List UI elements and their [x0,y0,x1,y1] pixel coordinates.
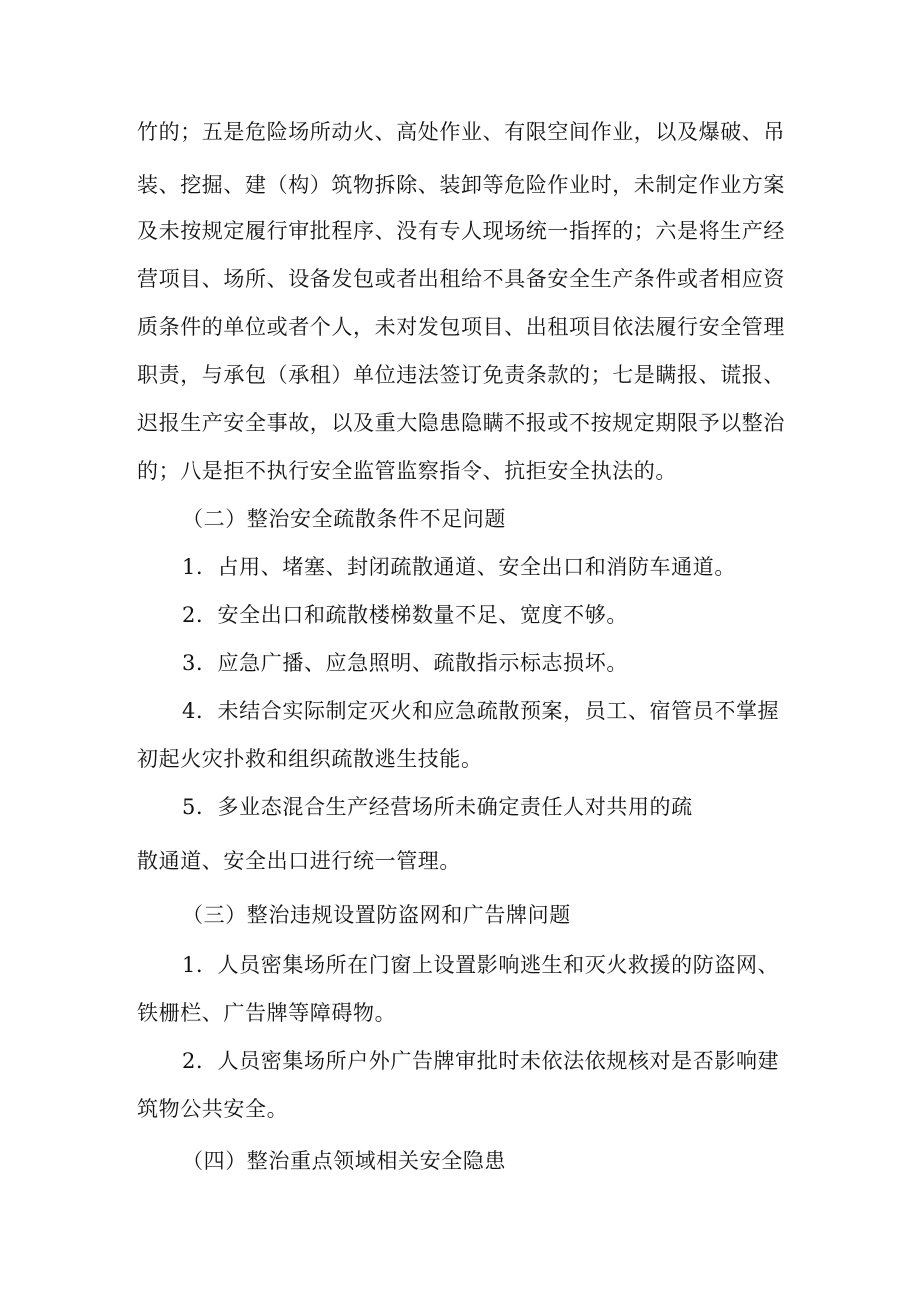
list-item: 1．人员密集场所在门窗上设置影响逃生和灭火救援的防盗网、 [182,953,780,977]
list-item: 1．占用、堵塞、封闭疏散通道、安全出口和消防车通道。 [182,555,736,579]
list-item-continuation: 初起火灾扑救和组织疏散逃生技能。 [137,747,483,771]
list-item-continuation: 散通道、安全出口进行统一管理。 [137,849,461,873]
body-text-line: 竹的；五是危险场所动火、高处作业、有限空间作业，以及爆破、吊 [137,120,785,144]
body-text-line: 营项目、场所、设备发包或者出租给不具备安全生产条件或者相应资 [137,267,785,291]
body-text-line: 的；八是拒不执行安全监管监察指令、抗拒安全执法的。 [137,459,677,483]
body-text-line: 装、挖掘、建（构）筑物拆除、装卸等危险作业时，未制定作业方案 [137,173,785,197]
section-heading: （三）整治违规设置防盗网和广告牌问题 [182,903,571,927]
list-item: 2．人员密集场所户外广告牌审批时未依法依规核对是否影响建 [182,1049,780,1073]
list-item-continuation: 铁栅栏、广告牌等障碍物。 [137,1001,397,1025]
list-item: 2．安全出口和疏散楼梯数量不足、宽度不够。 [182,603,628,627]
list-item: 3．应急广播、应急照明、疏散指示标志损坏。 [182,651,628,675]
list-item-continuation: 筑物公共安全。 [137,1097,289,1121]
section-heading: （四）整治重点领域相关安全隐患 [182,1149,506,1173]
list-item: 4．未结合实际制定灭火和应急疏散预案，员工、宿管员不掌握 [182,699,780,723]
body-text-line: 质条件的单位或者个人，未对发包项目、出租项目依法履行安全管理 [137,315,785,339]
body-text-line: 及未按规定履行审批程序、没有专人现场统一指挥的；六是将生产经 [137,219,785,243]
section-heading: （二）整治安全疏散条件不足问题 [182,507,506,531]
body-text-line: 职责，与承包（承租）单位违法签订免责条款的；七是瞒报、谎报、 [137,363,785,387]
body-text-line: 迟报生产安全事故，以及重大隐患隐瞒不报或不按规定期限予以整治 [137,411,785,435]
list-item: 5．多业态混合生产经营场所未确定责任人对共用的疏 [182,795,693,819]
